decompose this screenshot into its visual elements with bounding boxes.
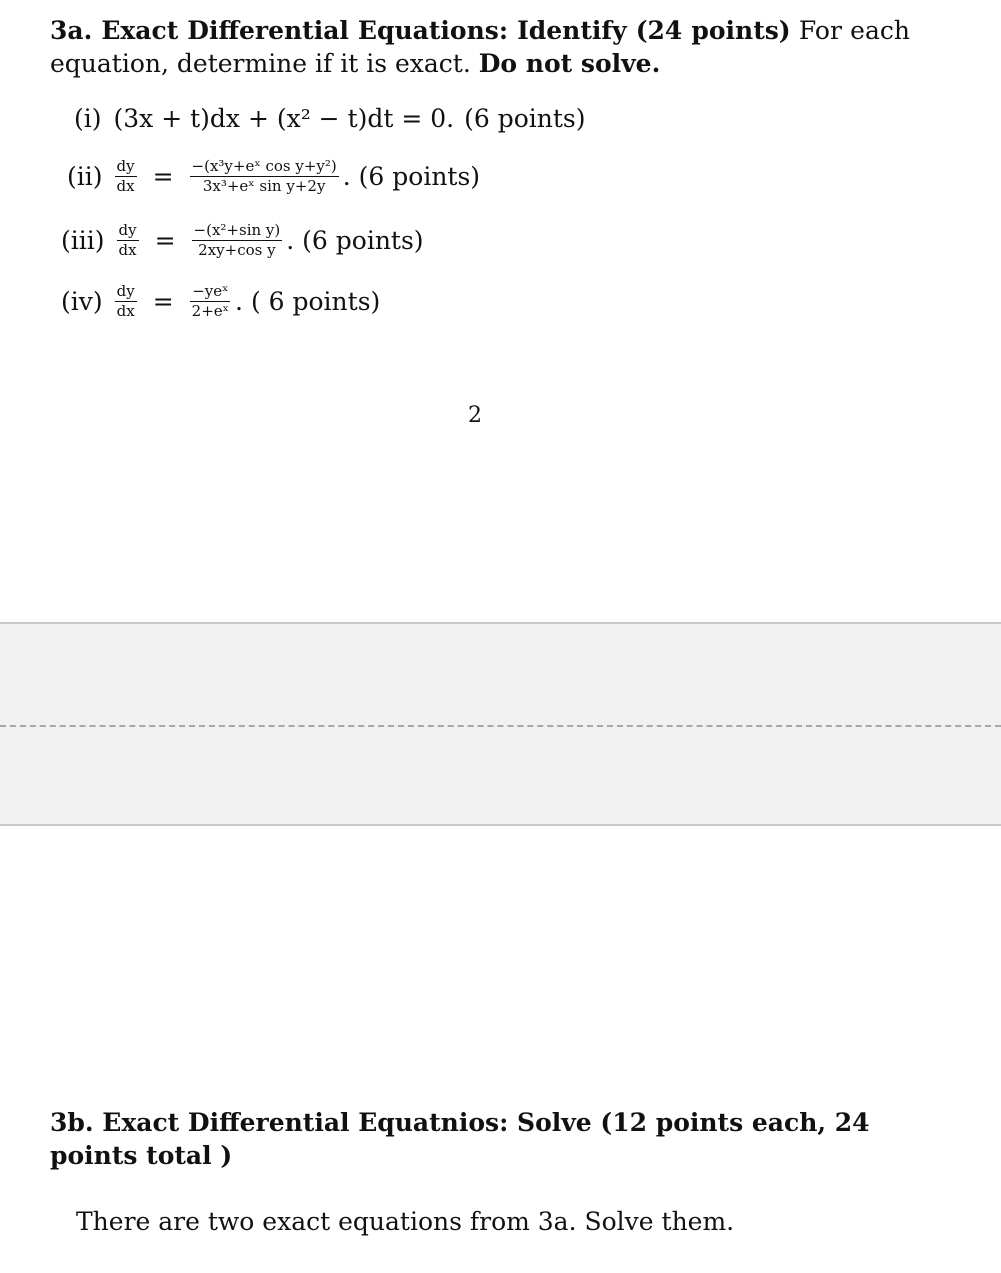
- section-3a-title: 3a. Exact Differential Equations: Identify (24 points): [50, 16, 791, 45]
- problem-label: (iii): [61, 225, 105, 255]
- problem-label: (i): [74, 103, 102, 133]
- section-3a-heading: [50, 14, 910, 80]
- section-3a-do-not-solve: Do not solve.: [478, 49, 661, 78]
- rhs-fraction: [190, 283, 231, 320]
- problem-i: [74, 101, 586, 135]
- problem-points: (6 points): [358, 161, 481, 191]
- page-number: 2: [468, 403, 482, 428]
- page-2: [0, 0, 1001, 622]
- section-3b-body: There are two exact equations from 3a. Solve them.: [76, 1207, 735, 1236]
- derivative-denominator: dx: [116, 301, 135, 320]
- derivative-numerator: dy: [118, 220, 137, 239]
- rhs-numerator: −yeˣ: [192, 281, 229, 300]
- derivative-dy-dx: [115, 158, 137, 195]
- rhs-fraction: [190, 158, 339, 195]
- period: .: [235, 286, 251, 316]
- rhs-numerator: −(x³y+eˣ cos y+y²): [191, 156, 337, 175]
- section-3a-instructions: For each equation, determine if it is exact.: [50, 16, 910, 78]
- derivative-denominator: dx: [118, 240, 137, 259]
- problem-label: (iv): [61, 286, 103, 316]
- problem-points: ( 6 points): [250, 286, 381, 316]
- equals-sign: =: [152, 286, 174, 316]
- problem-points: (6 points): [302, 225, 424, 255]
- period: .: [342, 161, 359, 191]
- rhs-denominator: 2+eˣ: [191, 301, 230, 320]
- rhs-denominator: 3x³+eˣ sin y+2y: [202, 176, 326, 195]
- period: .: [286, 225, 303, 255]
- page-separator: [0, 622, 1001, 826]
- derivative-dy-dx: [117, 222, 139, 259]
- problem-iv: [61, 280, 380, 322]
- rhs-denominator: 2xy+cos y: [198, 240, 276, 259]
- problem-label: (ii): [67, 161, 103, 191]
- rhs-numerator: −(x²+sin y): [193, 220, 281, 239]
- derivative-denominator: dx: [116, 176, 135, 195]
- page-break-line: [0, 725, 1001, 727]
- equals-sign: =: [154, 225, 176, 255]
- problem-iii: [61, 219, 424, 261]
- problem-points: (6 points): [464, 103, 586, 133]
- section-3b-heading: 3b. Exact Differential Equatnios: Solve (12 points each, 24 points total ): [50, 1108, 870, 1170]
- derivative-dy-dx: [115, 283, 137, 320]
- equals-sign: =: [152, 161, 174, 191]
- derivative-numerator: dy: [116, 156, 135, 175]
- problem-equation: (3x + t)dx + (x² − t)dt = 0.: [113, 103, 455, 133]
- rhs-fraction: [192, 222, 283, 259]
- derivative-numerator: dy: [116, 281, 135, 300]
- problem-ii: [67, 155, 480, 197]
